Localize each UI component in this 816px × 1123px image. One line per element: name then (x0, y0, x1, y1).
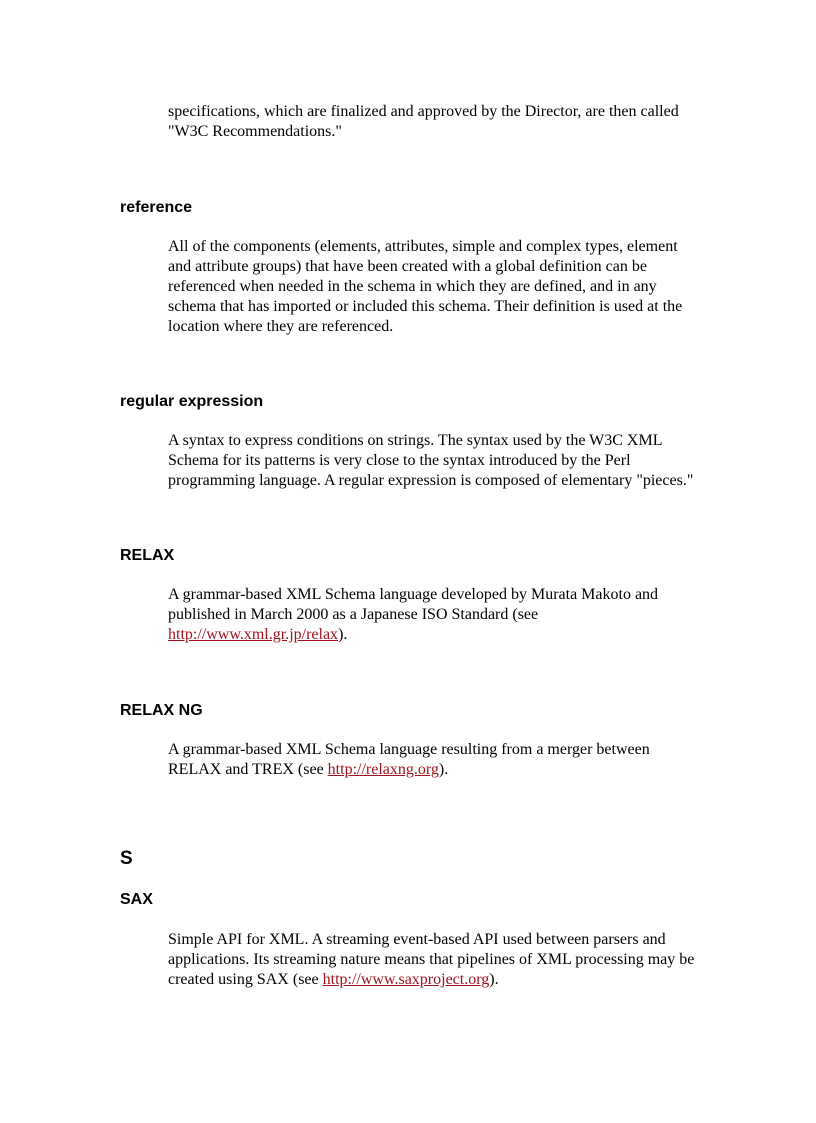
definition-relax: A grammar-based XML Schema language developed by Murata Makoto and published in March 2000 as a Japanese ISO Standard (see http://www.xml.gr.jp/relax). (168, 585, 713, 645)
intro-paragraph: specifications, which are finalized and approved by the Director, are then called "W3C Recommendations." (168, 103, 679, 140)
term-relax-ng: RELAX NG (120, 702, 203, 719)
term-sax: SAX (120, 891, 153, 908)
definition-sax-link-line: created using SAX (see http://www.saxproject.org). (168, 971, 499, 988)
definition-sax: Simple API for XML. A streaming event-based API used between parsers and applications. Its streaming nature means that pipelines of XML processing may be created using SAX (see http://www.saxproject.org). (168, 930, 713, 990)
saxproject-link[interactable]: http://www.saxproject.org (322, 971, 490, 988)
definition-relax-link-line: http://www.xml.gr.jp/relax). (168, 626, 348, 643)
term-relax: RELAX (120, 547, 175, 564)
definition-relax-ng-link-line: RELAX and TREX (see http://relaxng.org). (168, 761, 449, 778)
definition-relax-ng: A grammar-based XML Schema language resulting from a merger between RELAX and TREX (see http://relaxng.org). (168, 740, 713, 780)
term-regular-expression: regular expression (120, 393, 264, 410)
relaxng-link[interactable]: http://relaxng.org (327, 761, 439, 778)
term-reference: reference (120, 199, 193, 216)
relax-link[interactable]: http://www.xml.gr.jp/relax (168, 626, 339, 643)
definition-regular-expression: A syntax to express conditions on strings. The syntax used by the W3C XML Schema for its patterns is very close to the syntax introduced by the Perl programming language. A regular expression is composed of elementary "pieces." (168, 432, 694, 489)
section-letter-s: S (120, 848, 133, 869)
definition-reference: All of the components (elements, attributes, simple and complex types, element and attribute groups) that have been created with a global definition can be referenced when needed in the schema in which they are defined, and in any schema that has imported or included this schema. Their definition is used at the location where they are referenced. (168, 238, 683, 335)
